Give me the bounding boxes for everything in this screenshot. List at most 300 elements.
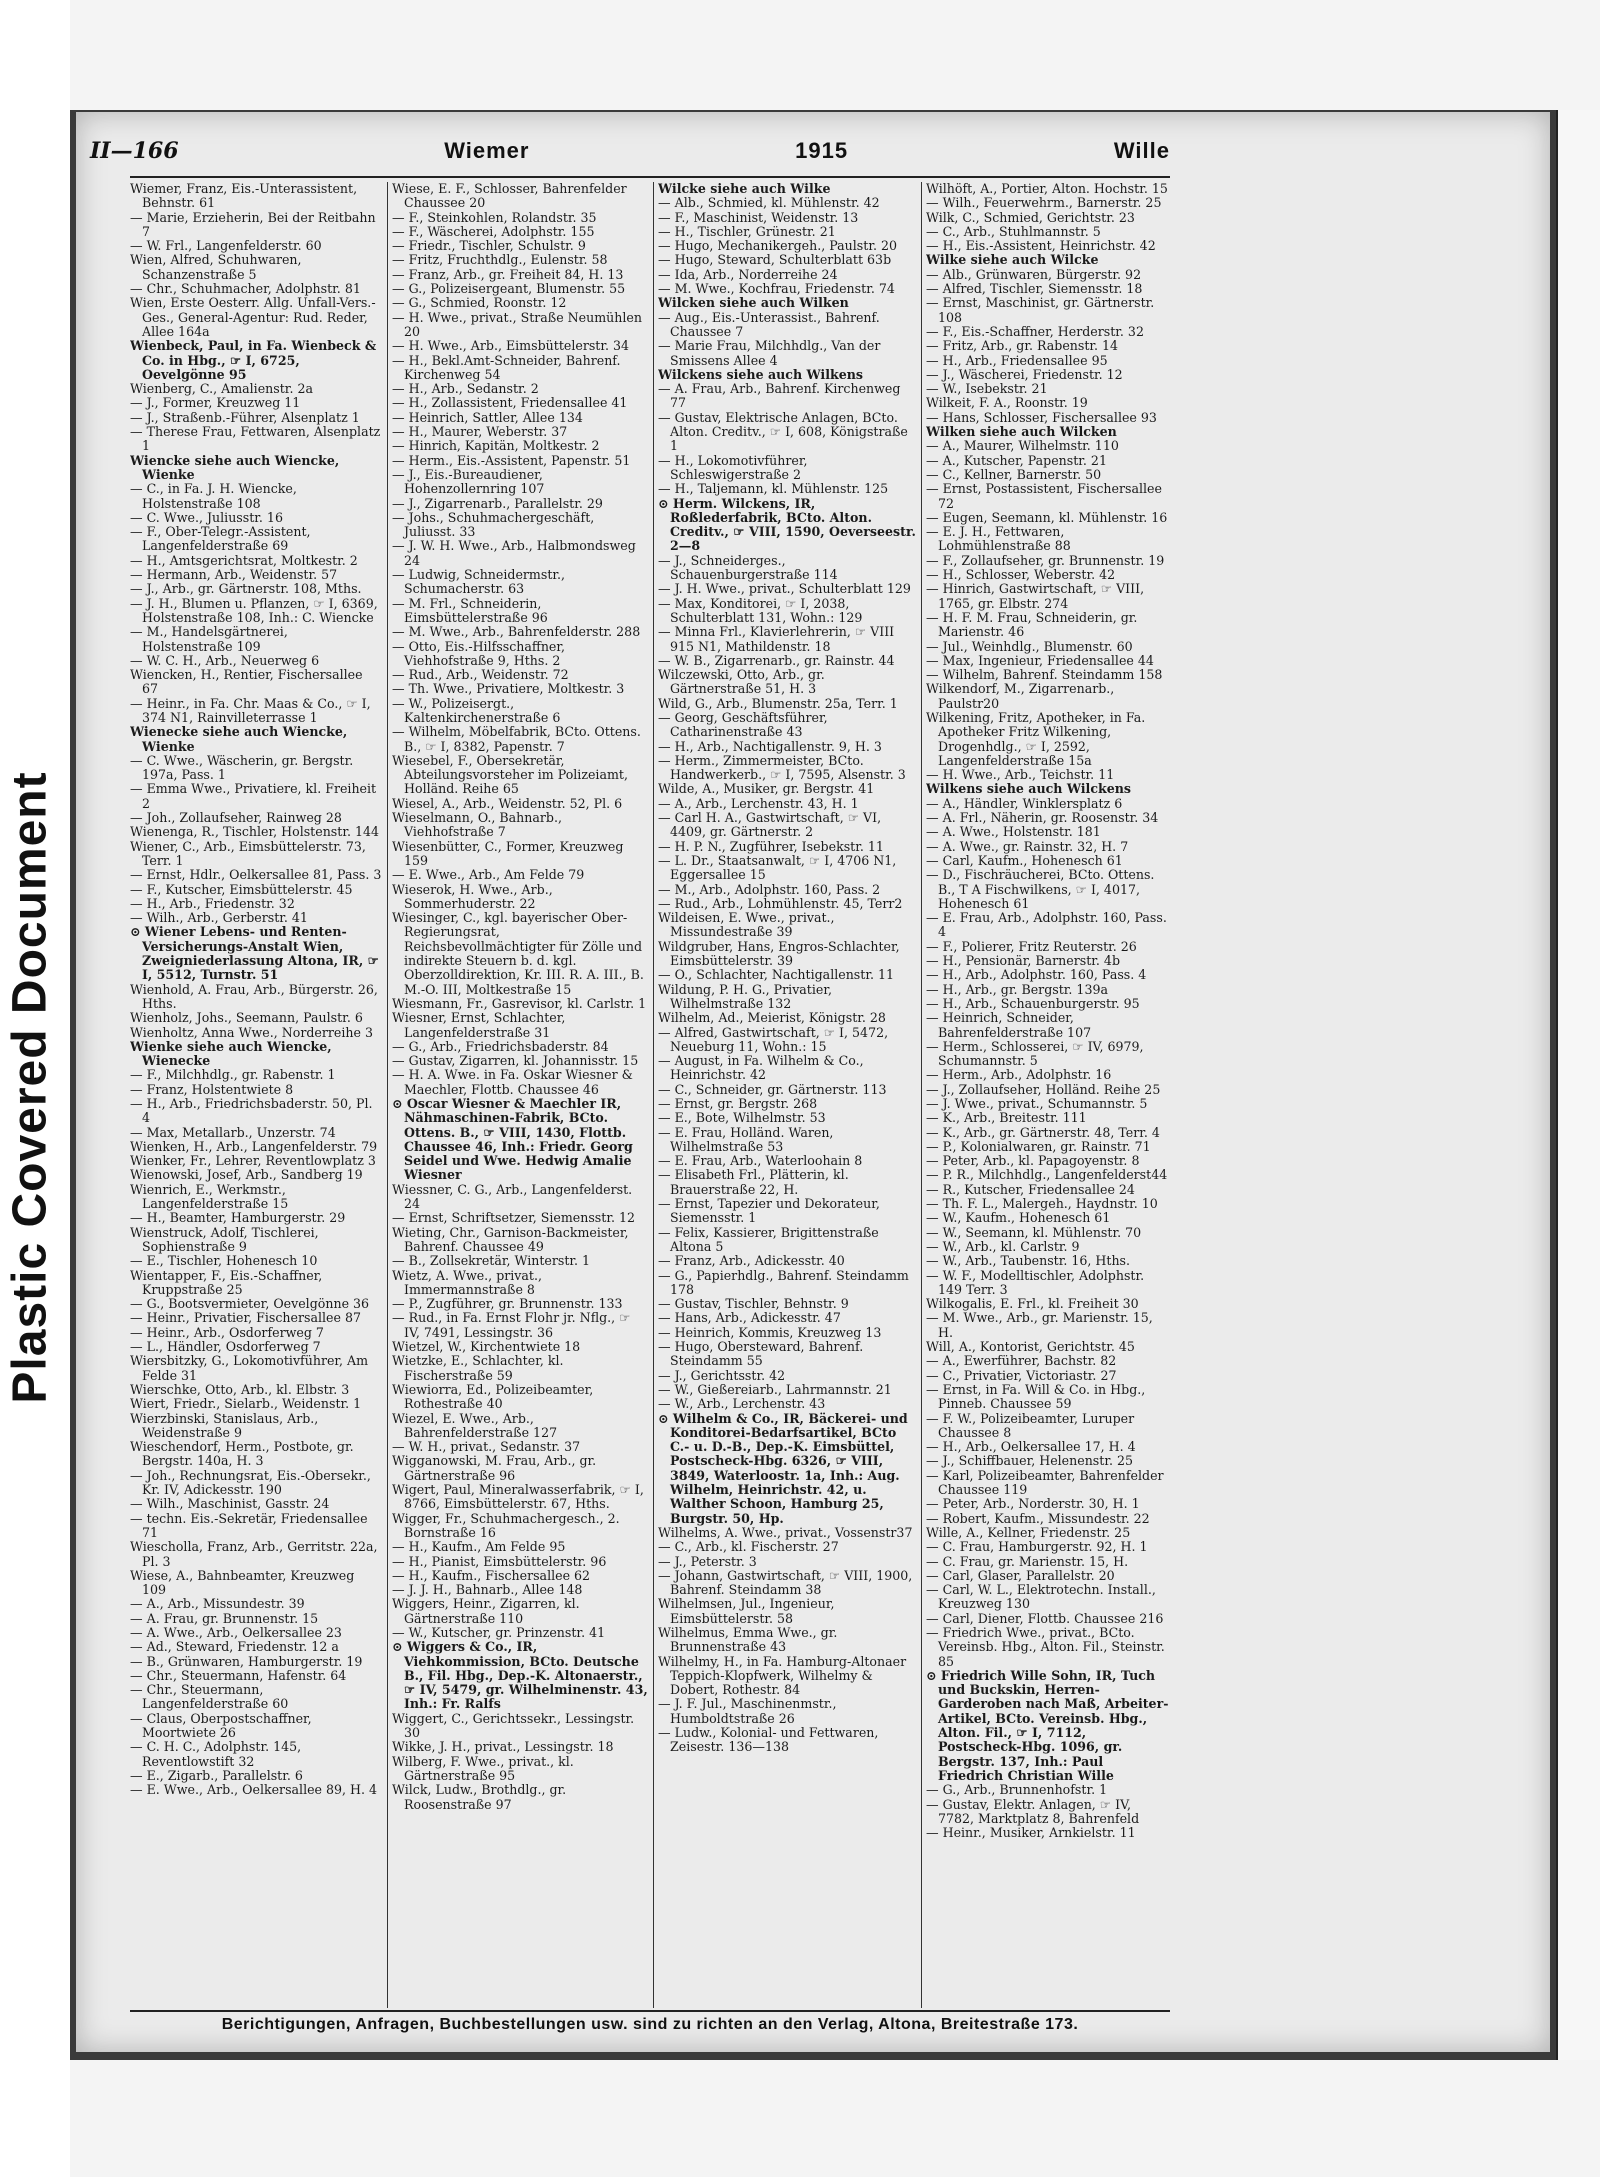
directory-entry: Wilde, A., Musiker, gr. Bergstr. 41	[658, 781, 875, 797]
directory-entry: — Hans, Schlosser, Fischersallee 93	[926, 409, 1157, 425]
directory-entry: Wietzel, W., Kirchentwiete 18	[392, 1339, 581, 1355]
directory-entry: — Alb., Grünwaren, Bürgerstr. 92	[926, 266, 1142, 282]
directory-entry: — J., Former, Kreuzweg 11	[130, 395, 301, 411]
directory-entry: Wiggert, C., Gerichtssekr., Lessingstr. 30	[392, 1710, 635, 1741]
directory-entry: Wiencken, H., Rentier, Fischersallee 67	[130, 667, 363, 697]
directory-entry: Wiese, A., Bahnbeamter, Kreuzweg 109	[130, 1567, 355, 1598]
directory-entry: Wieschendorf, Herm., Postbote, gr. Bergstr. 140a, H. 3	[130, 1439, 354, 1469]
directory-entry: — Ernst, Tapezier und Dekorateur, Siemensstr. 1	[658, 1196, 880, 1226]
directory-entry: — O., Schlachter, Nachtigallenstr. 11	[658, 967, 895, 983]
directory-entry: — F., Kutscher, Eimsbüttelerstr. 45	[130, 881, 353, 897]
directory-entry: — techn. Eis.-Sekretär, Friedensallee 71	[130, 1510, 368, 1540]
directory-entry: Wiesebel, F., Obersekretär, Abteilungsvorsteher im Polizeiamt, Holländ. Reihe 65	[392, 752, 628, 797]
directory-entry: — Carl, W. L., Elektrotechn. Install., Kreuzweg 130	[926, 1582, 1156, 1612]
directory-entry: — H., Kaufm., Fischersallee 62	[392, 1567, 591, 1583]
directory-entry: — Wilh., Feuerwehrm., Barnerstr. 25	[926, 195, 1162, 211]
directory-entry: Wilhelm, Ad., Meierist, Königstr. 28	[658, 1010, 886, 1026]
directory-entry: — M., Handelsgärtnerei, Holstenstraße 109	[130, 624, 288, 654]
directory-entry: — Felix, Kassierer, Brigittenstraße Altona 5	[658, 1224, 879, 1254]
directory-entry: — Friedr., Tischler, Schulstr. 9	[392, 238, 586, 254]
directory-entry: — Carl, Glaser, Parallelstr. 20	[926, 1567, 1115, 1583]
directory-entry: — Heinr., in Fa. Chr. Maas & Co., ☞ I, 374 N1, Rainvilleterrasse 1	[130, 695, 371, 725]
directory-entry: — H., Arb., Friedenstr. 32	[130, 895, 295, 911]
directory-entry: ⊙ Herm. Wilckens, IR, Roßlederfabrik, BCto. Alton. Creditv., ☞ VIII, 1590, Oeverseestr. 2—8	[658, 495, 916, 554]
directory-entry: — J., Zigarrenarb., Parallelstr. 29	[392, 495, 603, 511]
directory-entry: Wienberg, C., Amalienstr. 2a	[130, 381, 313, 397]
directory-entry: Wienenga, R., Tischler, Holstenstr. 144	[130, 824, 380, 840]
directory-entry: — W. H., privat., Sedanstr. 37	[392, 1439, 581, 1455]
directory-entry: — H., Arb., gr. Bergstr. 139a	[926, 981, 1108, 997]
directory-entry: Wiessner, C. G., Arb., Langenfelderst. 24	[392, 1181, 633, 1212]
directory-entry: — P., Zugführer, gr. Brunnenstr. 133	[392, 1296, 623, 1312]
directory-entry: Wilcken siehe auch Wilken	[658, 295, 849, 311]
directory-entry: — Joh., Rechnungsrat, Eis.-Obersekr., Kr. IV, Adickesstr. 190	[130, 1467, 371, 1498]
directory-entry: — Hermann, Arb., Weidenstr. 57	[130, 567, 338, 583]
directory-entry: Wigganowski, M. Frau, Arb., gr. Gärtnerstraße 96	[392, 1453, 597, 1483]
directory-entry: — W., Seemann, kl. Mühlenstr. 70	[926, 1224, 1142, 1240]
directory-entry: Wilken siehe auch Wilcken	[926, 424, 1117, 440]
directory-entry: — Ludwig, Schneidermstr., Schumacherstr. 63	[392, 567, 566, 597]
directory-entry: Wiesel, A., Arb., Weidenstr. 52, Pl. 6	[392, 795, 623, 811]
directory-entry: — W., Arb., kl. Carlstr. 9	[926, 1238, 1080, 1254]
directory-entry: — M. Frl., Schneiderin, Eimsbüttelerstraße 96	[392, 595, 548, 625]
directory-entry: — W., Kaufm., Hohenesch 61	[926, 1210, 1111, 1226]
directory-entry: Wierzbinski, Stanislaus, Arb., Weidenstraße 9	[130, 1410, 319, 1440]
directory-entry: — H. Wwe., Arb., Teichstr. 11	[926, 767, 1115, 783]
directory-entry: Wikke, J. H., privat., Lessingstr. 18	[392, 1739, 614, 1755]
directory-entry: — Carl, Kaufm., Hohenesch 61	[926, 852, 1123, 868]
directory-entry: — H., Lokomotivführer, Schleswigerstraße 2	[658, 452, 808, 482]
directory-entry: ⊙ Wilhelm & Co., IR, Bäckerei- und Konditorei-Bedarfsartikel, BCto C.- u. D.-B., Dep.-K. Eimsbüttel, Postscheck-Hbg. 6326, ☞ VIII, 3849, Waterloostr. 1a, Inh.: Aug. Wilhelm, Heinrichstr. 42, u. Walther Schoon, Hamburg 25, Burgstr. 50, Hp.	[658, 1410, 908, 1526]
directory-entry: — E. Wwe., Arb., Oelkersallee 89, H. 4	[130, 1782, 378, 1798]
directory-entry: — H. A. Wwe. in Fa. Oskar Wiesner & Maechler, Flottb. Chaussee 46	[392, 1067, 633, 1097]
directory-entry: — F., Wäscherei, Adolphstr. 155	[392, 223, 595, 239]
directory-entry: — A. Frl., Näherin, gr. Roosenstr. 34	[926, 810, 1159, 826]
directory-entry: — Wilh., Maschinist, Gasstr. 24	[130, 1496, 330, 1512]
directory-entry: — L., Händler, Osdorferweg 7	[130, 1339, 321, 1355]
directory-entry: — Ludw., Kolonial- und Fettwaren, Zeisestr. 136—138	[658, 1725, 879, 1755]
directory-entry: Wilczewski, Otto, Arb., gr. Gärtnerstraße 51, H. 3	[658, 667, 825, 697]
directory-entry: — G., Papierhdlg., Bahrenf. Steindamm 178	[658, 1267, 909, 1297]
directory-entry: — August, in Fa. Wilhelm & Co., Heinrichstr. 42	[658, 1053, 864, 1083]
directory-entry: Wille, A., Kellner, Friedenstr. 25	[926, 1524, 1131, 1540]
directory-entry: Wilkogalis, E. Frl., kl. Freiheit 30	[926, 1296, 1139, 1312]
directory-entry: — F., Eis.-Schaffner, Herderstr. 32	[926, 323, 1144, 339]
directory-entry: — Ernst, gr. Bergstr. 268	[658, 1096, 818, 1111]
header-year: 1915	[795, 138, 849, 163]
directory-entry: — Ernst, Schriftsetzer, Siemensstr. 12	[392, 1210, 635, 1226]
directory-entry: — A., Kutscher, Papenstr. 21	[926, 452, 1107, 468]
directory-entry: Wiesmann, Fr., Gasrevisor, kl. Carlstr. 1	[392, 995, 647, 1011]
directory-entry: Wildung, P. H. G., Privatier, Wilhelmstraße 132	[658, 981, 832, 1011]
column-1	[130, 182, 382, 2008]
directory-entry: — F., Milchhdlg., gr. Rabenstr. 1	[130, 1067, 336, 1083]
directory-entry: — F., Polierer, Fritz Reuterstr. 26	[926, 938, 1137, 954]
directory-entry: ⊙ Friedrich Wille Sohn, IR, Tuch und Buckskin, Herren-Garderoben nach Maß, Arbeiter-Artikel, BCto. Vereinsb. Hbg., Alton. Fil., ☞ I, 7112, Postscheck-Hbg. 1096, gr. Bergstr. 137, Inh.: Paul Friedrich Christian Wille	[926, 1667, 1169, 1783]
column-divider	[387, 182, 388, 2008]
directory-entry: — J. Wwe., privat., Schumannstr. 5	[926, 1096, 1148, 1111]
directory-entry: Wiesenbütter, C., Former, Kreuzweg 159	[392, 838, 624, 868]
directory-entry: Wienholtz, Anna Wwe., Norderreihe 3	[130, 1024, 373, 1040]
directory-entry: — W., Arb., Taubenstr. 16, Hths.	[926, 1253, 1131, 1269]
directory-entry: — Marie Frau, Milchhdlg., Van der Smissens Allee 4	[658, 338, 881, 368]
directory-entry: — Hugo, Steward, Schulterblatt 63b	[658, 252, 892, 268]
directory-entry: — Eugen, Seemann, kl. Mühlenstr. 16	[926, 509, 1168, 525]
header-right-word: Wille	[1113, 138, 1170, 163]
directory-entry: — W. B., Zigarrenarb., gr. Rainstr. 44	[658, 652, 895, 668]
column-divider	[921, 182, 922, 2008]
directory-entry: Wien, Erste Oesterr. Allg. Unfall-Vers.-Ges., General-Agentur: Rud. Reder, Allee 164a	[130, 295, 376, 339]
directory-entry: — Emma Wwe., Privatiere, kl. Freiheit 2	[130, 781, 377, 811]
directory-entry: — H., Tischler, Grünestr. 21	[658, 223, 836, 239]
column-2	[392, 182, 648, 2008]
directory-entry: — Max, Ingenieur, Friedensallee 44	[926, 652, 1154, 668]
directory-entry: — H., Schlosser, Weberstr. 42	[926, 567, 1116, 583]
directory-entry: — P., Kolonialwaren, gr. Rainstr. 71	[926, 1138, 1151, 1154]
directory-entry: Wiggers, Heinr., Zigarren, kl. Gärtnerstraße 110	[392, 1596, 580, 1626]
directory-entry: — Herm., Schlosserei, ☞ IV, 6979, Schumannstr. 5	[926, 1038, 1144, 1069]
directory-entry: — H., Taljemann, kl. Mühlenstr. 125	[658, 481, 889, 497]
directory-entry: — Therese Frau, Fettwaren, Alsenplatz 1	[130, 424, 381, 454]
page-number: II—166	[90, 138, 179, 164]
directory-entry: — Rud., Arb., Lohmühlenstr. 45, Terr2	[658, 895, 903, 911]
directory-entry: Wienken, H., Arb., Langenfelderstr. 79	[130, 1138, 378, 1154]
directory-entry: Wiezel, E. Wwe., Arb., Bahrenfelderstraße 127	[392, 1410, 558, 1440]
directory-entry: — J., Eis.-Bureaudiener, Hohenzollernring 107	[392, 466, 545, 497]
directory-entry: — Friedrich Wwe., privat., BCto. Vereinsb. Hbg., Alton. Fil., Steinstr. 85	[926, 1624, 1165, 1669]
directory-entry: — G., Arb., Friedrichsbaderstr. 84	[392, 1038, 609, 1054]
directory-entry: — Johs., Schuhmachergeschäft, Juliusst. 33	[392, 509, 595, 540]
directory-entry: — C. Frau, gr. Marienstr. 15, H.	[926, 1553, 1129, 1569]
directory-entry: Wieting, Chr., Garnison-Backmeister, Bahrenf. Chaussee 49	[392, 1224, 629, 1254]
directory-entry: Wilkening, Fritz, Apotheker, in Fa. Apotheker Fritz Wilkening, Drogenhdlg., ☞ I, 2592, Langenfelderstraße 15a	[926, 709, 1146, 768]
directory-entry: — H. Wwe., privat., Straße Neumühlen 20	[392, 309, 642, 339]
directory-entry: — Heinr., Musiker, Arnkielstr. 11	[926, 1825, 1136, 1841]
directory-entry: — E., Tischler, Hohenesch 10	[130, 1253, 318, 1269]
directory-entry: — A. Frau, Arb., Bahrenf. Kirchenweg 77	[658, 381, 901, 411]
directory-entry: — E., Zigarb., Parallelstr. 6	[130, 1767, 303, 1783]
directory-entry: — Heinrich, Sattler, Allee 134	[392, 409, 583, 425]
directory-entry: Wild, G., Arb., Blumenstr. 25a, Terr. 1	[658, 695, 898, 711]
directory-entry: Wiescholla, Franz, Arb., Gerritstr. 22a, Pl. 3	[130, 1539, 378, 1569]
directory-entry: — C., Arb., kl. Fischerstr. 27	[658, 1539, 839, 1555]
header-left-word: Wiemer	[444, 138, 530, 163]
directory-entry: — W. C. H., Arb., Neuerweg 6	[130, 652, 320, 668]
directory-entry: Wienrich, E., Werkmstr., Langenfelderstraße 15	[130, 1181, 289, 1212]
directory-entry: — E. Frau, Arb., Waterloohain 8	[658, 1153, 863, 1169]
directory-entry: — Gustav, Tischler, Behnstr. 9	[658, 1296, 849, 1312]
directory-entry: Wilkens siehe auch Wilckens	[926, 781, 1131, 797]
page-header	[90, 138, 1170, 170]
directory-entry: Wigert, Paul, Mineralwasserfabrik, ☞ I, 8766, Eimsbüttelerstr. 67, Hths.	[392, 1482, 644, 1512]
directory-entry: — B., Zollsekretär, Winterstr. 1	[392, 1253, 591, 1269]
directory-entry: Wienke siehe auch Wiencke, Wienecke	[130, 1038, 332, 1069]
directory-entry: — Peter, Arb., Norderstr. 30, H. 1	[926, 1496, 1140, 1512]
directory-entry: — H., Kaufm., Am Felde 95	[392, 1539, 566, 1555]
directory-entry: Wilckens siehe auch Wilkens	[658, 366, 863, 382]
directory-entry: — Th. Wwe., Privatiere, Moltkestr. 3	[392, 681, 625, 697]
directory-entry: — F., Maschinist, Weidenstr. 13	[658, 209, 859, 225]
directory-entry: — P. R., Milchhdlg., Langenfelderst44	[926, 1167, 1168, 1183]
side-label: Plastic Covered Document	[3, 771, 57, 1404]
directory-entry: Wilhelmsen, Jul., Ingenieur, Eimsbüttelerstr. 58	[658, 1596, 835, 1626]
directory-entry: Wien, Alfred, Schuhwaren, Schanzenstraße 5	[130, 252, 302, 282]
directory-entry: — Rud., in Fa. Ernst Flohr jr. Nflg., ☞ IV, 7491, Lessingstr. 36	[392, 1310, 631, 1340]
publisher-footer: Berichtigungen, Anfragen, Buchbestellungen usw. sind zu richten an den Verlag, Altona, Breitestraße 173.	[221, 2016, 1079, 2033]
directory-entry: — J., Wäscherei, Friedenstr. 12	[926, 366, 1123, 382]
directory-entry: — Chr., Steuermann, Langenfelderstraße 60	[130, 1682, 289, 1712]
directory-entry: — C. Frau, Hamburgerstr. 92, H. 1	[926, 1539, 1148, 1555]
directory-entry: — J., Schiffbauer, Helenenstr. 25	[926, 1453, 1134, 1469]
directory-entry: Wilk, C., Schmied, Gerichtstr. 23	[926, 209, 1135, 225]
directory-entry: Wienowski, Josef, Arb., Sandberg 19	[130, 1167, 363, 1183]
directory-columns	[130, 182, 1170, 2008]
directory-entry: ⊙ Wiggers & Co., IR, Viehkommission, BCto. Deutsche B., Fil. Hbg., Dep.-K. Altonaerstr., ☞ IV, 5479, gr. Wilhelminenstr. 43, Inh.: Fr. Ralfs	[392, 1639, 648, 1712]
directory-entry: — Fritz, Fruchthdlg., Eulenstr. 58	[392, 252, 608, 268]
directory-entry: Wilkeit, F. A., Roonstr. 19	[926, 395, 1088, 411]
directory-entry: — F., Steinkohlen, Rolandstr. 35	[392, 209, 597, 225]
directory-entry: Wienholz, Johs., Seemann, Paulstr. 6	[130, 1010, 363, 1026]
directory-entry: — C. Wwe., Wäscherin, gr. Bergstr. 197a, Pass. 1	[130, 752, 354, 783]
directory-entry: — Wilh., Arb., Gerberstr. 41	[130, 910, 308, 926]
directory-entry: — Otto, Eis.-Hilfsschaffner, Viehhofstraße 9, Hths. 2	[392, 638, 566, 668]
bottom-background	[70, 2060, 1600, 2177]
directory-entry: — Carl H. A., Gastwirtschaft, ☞ VI, 4409, gr. Gärtnerstr. 2	[658, 810, 882, 840]
directory-entry: — G., Schmied, Roonstr. 12	[392, 295, 567, 311]
directory-entry: — Elisabeth Frl., Plätterin, kl. Brauerstraße 22, H.	[658, 1167, 849, 1197]
directory-entry: — Chr., Steuermann, Hafenstr. 64	[130, 1667, 347, 1683]
directory-entry: — Max, Metallarb., Unzerstr. 74	[130, 1124, 336, 1140]
directory-entry: — E. J. H., Fettwaren, Lohmühlenstraße 88	[926, 524, 1071, 554]
directory-entry: — H., Eis.-Assistent, Heinrichstr. 42	[926, 238, 1156, 254]
directory-entry: — W., Kutscher, gr. Prinzenstr. 41	[392, 1624, 606, 1640]
directory-entry: — Herm., Eis.-Assistent, Papenstr. 51	[392, 452, 631, 468]
column-3	[658, 182, 916, 2008]
directory-entry: — D., Fischräucherei, BCto. Ottens. B., T A Fischwilkens, ☞ I, 4017, Hohenesch 61	[926, 867, 1155, 911]
directory-entry: ⊙ Oscar Wiesner & Maechler IR, Nähmaschinen-Fabrik, BCto. Ottens. B., ☞ VIII, 1430, Flottb. Chaussee 46, Inh.: Friedr. Georg Seidel und Wwe. Hedwig Amalie Wiesner	[392, 1096, 633, 1183]
footer-rule	[130, 2010, 1170, 2012]
directory-entry: — J., Schneiderges., Schauenburgerstraße 114	[658, 552, 838, 583]
top-background	[70, 0, 1600, 110]
directory-entry: — C., Schneider, gr. Gärtnerstr. 113	[658, 1081, 887, 1097]
directory-entry: — J. J. H., Bahnarb., Allee 148	[392, 1582, 583, 1598]
directory-entry: — H., Arb., Oelkersallee 17, H. 4	[926, 1439, 1136, 1455]
directory-entry: — Hugo, Obersteward, Bahrenf. Steindamm 55	[658, 1339, 864, 1369]
directory-entry: — Ida, Arb., Norderreihe 24	[658, 266, 838, 282]
directory-entry: Wilhelms, A. Wwe., privat., Vossenstr37	[658, 1524, 913, 1540]
directory-entry: — Gustav, Elektrische Anlagen, BCto. Alton. Creditv., ☞ I, 608, Königstraße 1	[658, 409, 908, 454]
directory-entry: — E. Frau, Holländ. Waren, Wilhelmstraße 53	[658, 1124, 834, 1154]
directory-entry: Wiert, Friedr., Sielarb., Weidenstr. 1	[130, 1396, 362, 1412]
directory-entry: — F. W., Polizeibeamter, Luruper Chaussee 8	[926, 1410, 1135, 1440]
directory-entry: — J. F. Jul., Maschinenmstr., Humboldtstraße 26	[658, 1696, 837, 1726]
directory-entry: — C. Wwe., Juliusstr. 16	[130, 509, 283, 525]
directory-entry: — J., Gerichtsstr. 42	[658, 1367, 786, 1383]
directory-entry: — E., Bote, Wilhelmstr. 53	[658, 1110, 826, 1126]
directory-entry: — Alfred, Tischler, Siemensstr. 18	[926, 281, 1143, 297]
directory-entry: — Ernst, Maschinist, gr. Gärtnerstr. 108	[926, 295, 1155, 325]
directory-entry: — Heinr., Privatier, Fischersallee 87	[130, 1310, 361, 1326]
directory-entry: — E. Wwe., Arb., Am Felde 79	[392, 867, 585, 883]
directory-entry: — Johann, Gastwirtschaft, ☞ VIII, 1900, Bahrenf. Steindamm 38	[658, 1567, 913, 1598]
directory-entry: — H. Wwe., Arb., Eimsbüttelerstr. 34	[392, 338, 630, 354]
directory-entry: Wierschke, Otto, Arb., kl. Elbstr. 3	[130, 1381, 350, 1397]
directory-entry: — Rud., Arb., Weidenstr. 72	[392, 667, 569, 683]
directory-entry: Wiese, E. F., Schlosser, Bahrenfelder Chaussee 20	[392, 182, 627, 211]
column-4	[926, 182, 1170, 2008]
directory-entry: — M. Wwe., Arb., gr. Marienstr. 15, H.	[926, 1310, 1153, 1340]
directory-entry: Wilhelmus, Emma Wwe., gr. Brunnenstraße 43	[658, 1624, 838, 1655]
directory-entry: — Hans, Arb., Adickesstr. 47	[658, 1310, 841, 1326]
directory-entry: — Gustav, Zigarren, kl. Johannisstr. 15	[392, 1053, 639, 1069]
directory-entry: — L. Dr., Staatsanwalt, ☞ I, 4706 N1, Eggersallee 15	[658, 852, 897, 883]
directory-entry: Wienhold, A. Frau, Arb., Bürgerstr. 26, Hths.	[130, 981, 378, 1011]
directory-entry: ⊙ Wiener Lebens- und Renten-Versicherungs-Anstalt Wien, Zweigniederlassung Altona, IR, ☞ I, 5512, Turnstr. 51	[130, 924, 379, 983]
directory-entry: Wiemer, Franz, Eis.-Unterassistent, Behnstr. 61	[130, 182, 358, 211]
directory-entry: — J. W. H. Wwe., Arb., Halbmondsweg 24	[392, 538, 636, 568]
directory-entry: — W. F., Modelltischler, Adolphstr. 149 Terr. 3	[926, 1267, 1145, 1297]
directory-entry: — W., Arb., Lerchenstr. 43	[658, 1396, 826, 1412]
directory-entry: Wienker, Fr., Lehrer, Reventlowplatz 3	[130, 1153, 376, 1169]
directory-entry: — Th. F. L., Malergeh., Haydnstr. 10	[926, 1196, 1158, 1212]
directory-entry: — Chr., Schuhmacher, Adolphstr. 81	[130, 281, 361, 297]
directory-entry: — H., Arb., Nachtigallenstr. 9, H. 3	[658, 738, 882, 754]
directory-entry: Wilberg, F. Wwe., privat., kl. Gärtnerstraße 95	[392, 1753, 574, 1783]
directory-entry: Wieselmann, O., Bahnarb., Viehhofstraße 7	[392, 810, 563, 840]
adjacent-page-edge	[1556, 110, 1600, 2060]
directory-entry: — C., Arb., Stuhlmannstr. 5	[926, 223, 1101, 239]
directory-entry: — Ernst, Hdlr., Oelkersallee 81, Pass. 3	[130, 867, 382, 883]
directory-entry: — A. Wwe., gr. Rainstr. 32, H. 7	[926, 838, 1129, 854]
directory-entry: — H., Arb., Friedrichsbaderstr. 50, Pl. 4	[130, 1096, 373, 1126]
directory-entry: — A. Frau, gr. Brunnenstr. 15	[130, 1610, 319, 1626]
directory-entry: — C., Kellner, Barnerstr. 50	[926, 466, 1102, 482]
directory-entry: Wiesinger, C., kgl. bayerischer Ober-Regierungsrat, Reichsbevollmächtigter für Zölle und indirekte Steuern b. d. kgl. Oberzolldirektion, Kr. III. R. A. III., B. M.-O. III, Moltkestraße 15	[392, 910, 644, 997]
directory-entry: — Heinrich, Kommis, Kreuzweg 13	[658, 1324, 882, 1340]
directory-entry: Wiencke siehe auch Wiencke, Wienke	[130, 452, 340, 482]
directory-entry: — H., Amtsgerichtsrat, Moltkestr. 2	[130, 552, 358, 568]
directory-entry: — J., Straßenb.-Führer, Alsenplatz 1	[130, 409, 360, 425]
directory-entry: — H., Arb., Sedanstr. 2	[392, 381, 539, 397]
directory-entry: — Ernst, in Fa. Will & Co. in Hbg., Pinneb. Chaussee 59	[926, 1381, 1146, 1412]
directory-entry: Wildgruber, Hans, Engros-Schlachter, Eimsbüttelerstr. 39	[658, 938, 900, 969]
directory-entry: — W., Polizeisergt., Kaltenkirchenerstraße 6	[392, 695, 561, 725]
directory-entry: Will, A., Kontorist, Gerichtstr. 45	[926, 1339, 1135, 1355]
directory-entry: — J. H. Wwe., privat., Schulterblatt 129	[658, 581, 911, 597]
directory-entry: — Herm., Zimmermeister, BCto. Handwerkerb., ☞ I, 7595, Alsenstr. 3	[658, 752, 906, 783]
directory-entry: — H. F. M. Frau, Schneiderin, gr. Marienstr. 46	[926, 609, 1138, 640]
directory-entry: — H., Beamter, Hamburgerstr. 29	[130, 1210, 346, 1226]
directory-entry: — W., Isebekstr. 21	[926, 381, 1048, 397]
directory-entry: — A., Händler, Winklersplatz 6	[926, 795, 1123, 811]
directory-entry: — Max, Konditorei, ☞ I, 2038, Schulterblatt 131, Wohn.: 129	[658, 595, 863, 625]
directory-entry: — H., Arb., Adolphstr. 160, Pass. 4	[926, 967, 1147, 983]
directory-entry: — H., Arb., Schauenburgerstr. 95	[926, 995, 1140, 1011]
directory-entry: — Ad., Steward, Friedenstr. 12 a	[130, 1639, 339, 1655]
directory-entry: — R., Kutscher, Friedensallee 24	[926, 1181, 1135, 1197]
directory-entry: — M. Wwe., Kochfrau, Friedenstr. 74	[658, 281, 895, 297]
directory-entry: Wienstruck, Adolf, Tischlerei, Sophienstraße 9	[130, 1224, 319, 1254]
directory-entry: — A., Arb., Missundestr. 39	[130, 1596, 305, 1612]
directory-entry: Wiesner, Ernst, Schlachter, Langenfelderstraße 31	[392, 1010, 566, 1040]
directory-entry: — A. Wwe., Holstenstr. 181	[926, 824, 1101, 840]
directory-entry: Wientapper, F., Eis.-Schaffner, Kruppstraße 25	[130, 1267, 323, 1297]
directory-entry: — Karl, Polizeibeamter, Bahrenfelder Chaussee 119	[926, 1467, 1164, 1498]
directory-entry: — G., Bootsvermieter, Oevelgönne 36	[130, 1296, 370, 1312]
directory-entry: — J. H., Blumen u. Pflanzen, ☞ I, 6369, Holstenstraße 108, Inh.: C. Wiencke	[130, 595, 378, 625]
directory-entry: — Jul., Weinhdlg., Blumenstr. 60	[926, 638, 1133, 654]
directory-entry: Wilcke siehe auch Wilke	[658, 182, 831, 196]
directory-entry: — Claus, Oberpostschaffner, Moortwiete 26	[130, 1710, 312, 1741]
directory-entry: — A. Wwe., Arb., Oelkersallee 23	[130, 1624, 342, 1640]
directory-entry: — J., Arb., gr. Gärtnerstr. 108, Mths.	[130, 581, 362, 597]
directory-entry: — K., Arb., Breitestr. 111	[926, 1110, 1087, 1126]
column-divider	[653, 182, 654, 2008]
directory-entry: — Georg, Geschäftsführer, Catharinenstraße 43	[658, 709, 828, 740]
directory-entry: Wietz, A. Wwe., privat., Immermannstraße 8	[392, 1267, 542, 1297]
directory-entry: Wilkendorf, M., Zigarrenarb., Paulstr20	[926, 681, 1115, 711]
directory-entry: — W. Frl., Langenfelderstr. 60	[130, 238, 322, 254]
directory-entry: — C., Privatier, Victoriastr. 27	[926, 1367, 1117, 1383]
directory-entry: — Joh., Zollaufseher, Rainweg 28	[130, 810, 342, 826]
directory-entry: Wienecke siehe auch Wiencke, Wienke	[130, 724, 348, 754]
directory-entry: Wienbeck, Paul, in Fa. Wienbeck & Co. in Hbg., ☞ I, 6725, Oevelgönne 95	[130, 338, 377, 382]
directory-entry: — Robert, Kaufm., Missundestr. 22	[926, 1510, 1150, 1526]
directory-entry: — H., Pianist, Eimsbüttelerstr. 96	[392, 1553, 607, 1569]
directory-entry: — E. Frau, Arb., Adolphstr. 160, Pass. 4	[926, 910, 1167, 940]
directory-entry: — Hinrich, Kapitän, Moltkestr. 2	[392, 438, 600, 454]
directory-entry: — Wilhelm, Bahrenf. Steindamm 158	[926, 667, 1163, 683]
directory-entry: — H., Arb., Friedensallee 95	[926, 352, 1108, 368]
directory-entry: — Marie, Erzieherin, Bei der Reitbahn 7	[130, 209, 376, 239]
directory-entry: — G., Arb., Brunnenhofstr. 1	[926, 1782, 1108, 1798]
directory-entry: — Wilhelm, Möbelfabrik, BCto. Ottens. B., ☞ I, 8382, Papenstr. 7	[392, 724, 641, 754]
directory-entry: — A., Ewerführer, Bachstr. 82	[926, 1353, 1117, 1369]
directory-entry: Wilck, Ludw., Brothdlg., gr. Roosenstraße 97	[392, 1782, 567, 1812]
directory-entry: Wiersbitzky, G., Lokomotivführer, Am Felde 31	[130, 1353, 369, 1383]
directory-entry: — Herm., Arb., Adolphstr. 16	[926, 1067, 1112, 1083]
directory-entry: — G., Polizeisergeant, Blumenstr. 55	[392, 281, 626, 297]
directory-entry: Wietzke, E., Schlachter, kl. Fischerstraße 59	[392, 1353, 564, 1383]
directory-entry: — Aug., Eis.-Unterassist., Bahrenf. Chaussee 7	[658, 309, 880, 339]
directory-entry: — H., Zollassistent, Friedensallee 41	[392, 395, 628, 411]
directory-entry: — A., Maurer, Wilhelmstr. 110	[926, 438, 1119, 454]
directory-entry: — F., Ober-Telegr.-Assistent, Langenfelderstraße 69	[130, 524, 311, 554]
directory-entry: — H., Pensionär, Barnerstr. 4b	[926, 953, 1121, 969]
directory-entry: — Hugo, Mechanikergeh., Paulstr. 20	[658, 238, 897, 254]
directory-entry: — J., Zollaufseher, Holländ. Reihe 25	[926, 1081, 1161, 1097]
directory-entry: Wigger, Fr., Schuhmachergesch., 2. Bornstraße 16	[392, 1510, 620, 1540]
directory-entry: — Gustav, Elektr. Anlagen, ☞ IV, 7782, Marktplatz 8, Bahrenfeld	[926, 1796, 1140, 1826]
directory-entry: — J., Peterstr. 3	[658, 1553, 757, 1569]
directory-entry: — C., in Fa. J. H. Wiencke, Holstenstraße 108	[130, 481, 297, 511]
directory-entry: — H., Maurer, Weberstr. 37	[392, 424, 568, 440]
directory-entry: — Alb., Schmied, kl. Mühlenstr. 42	[658, 195, 880, 211]
left-margin-strip	[0, 0, 70, 2177]
directory-entry: — C. H. C., Adolphstr. 145, Reventlowstift 32	[130, 1739, 302, 1769]
directory-entry: — A., Arb., Lerchenstr. 43, H. 1	[658, 795, 859, 811]
directory-entry: — Heinr., Arb., Osdorferweg 7	[130, 1324, 324, 1340]
directory-entry: — Hinrich, Gastwirtschaft, ☞ VIII, 1765, gr. Elbstr. 274	[926, 581, 1145, 611]
directory-entry: — H., Bekl.Amt-Schneider, Bahrenf. Kirchenweg 54	[392, 352, 621, 382]
directory-entry: Wiewiorra, Ed., Polizeibeamter, Rothestraße 40	[392, 1381, 594, 1412]
directory-entry: — Franz, Arb., Adickesstr. 40	[658, 1253, 845, 1269]
directory-entry: — Heinrich, Schneider, Bahrenfelderstraße 107	[926, 1010, 1092, 1040]
directory-entry: — M. Wwe., Arb., Bahrenfelderstr. 288	[392, 624, 641, 640]
directory-entry: Wilhöft, A., Portier, Alton. Hochstr. 15	[926, 182, 1168, 196]
directory-entry: — Minna Frl., Klavierlehrerin, ☞ VIII 915 N1, Mathildenstr. 18	[658, 624, 895, 654]
directory-entry: — F., Zollaufseher, gr. Brunnenstr. 19	[926, 552, 1165, 568]
